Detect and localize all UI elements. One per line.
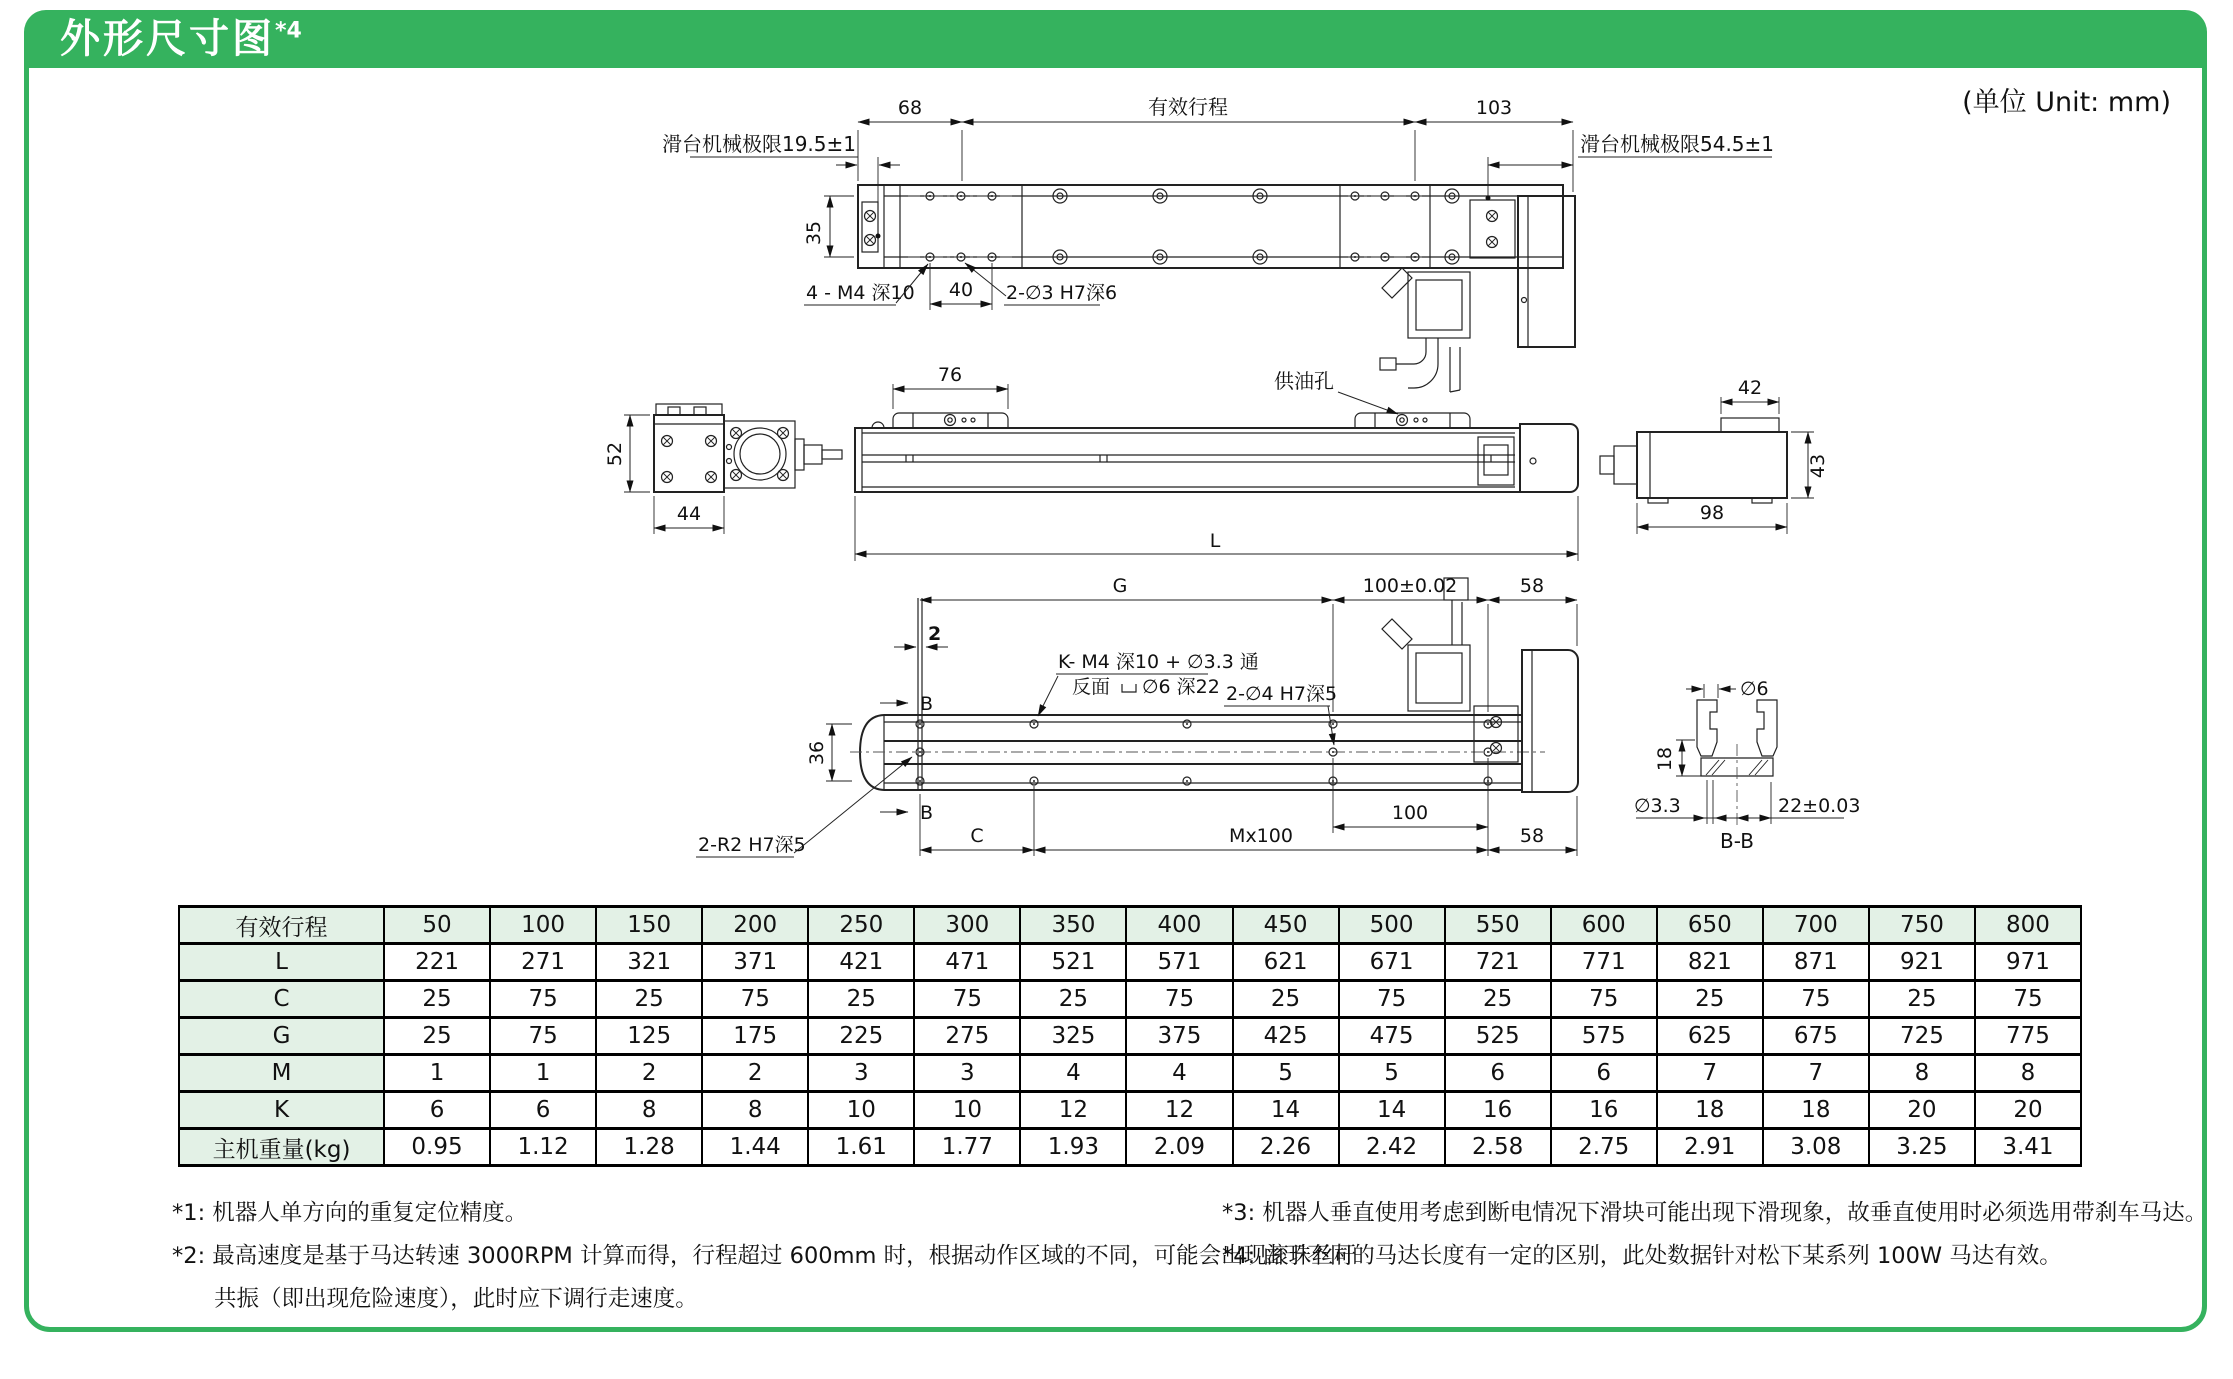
table-cell: 921 [1869,944,1975,981]
unit-note: (单位 Unit: mm) [1962,87,2171,118]
dim-42: 42 [1737,377,1763,399]
dim-58-top: 58 [1519,575,1545,597]
table-cell: 2.58 [1445,1129,1551,1166]
table-cell: 25 [808,981,914,1018]
dim-103: 103 [1475,97,1513,119]
note-k-line2b: ∅6 深22 [1142,676,1220,698]
dim-d6: ∅6 [1740,678,1769,700]
table-cell: 725 [1869,1018,1975,1055]
table-header-row [179,907,2081,944]
table-cell: 600 [1551,907,1657,944]
top-view-holes [926,189,1459,264]
table-cell: 150 [596,907,702,944]
table-cell: 425 [1233,1018,1339,1055]
note-pin4: 2-∅4 H7深5 [1226,683,1338,705]
table-cell: 271 [490,944,596,981]
table-cell: 321 [596,944,702,981]
table-cell: 575 [1551,1018,1657,1055]
table-cell: 1.61 [808,1129,914,1166]
top-view [662,95,1774,392]
table-row-C [179,981,2081,1018]
table-cell: 400 [1126,907,1232,944]
table-cell: 421 [808,944,914,981]
table-row-M [179,1055,2081,1092]
dim-44: 44 [676,503,702,525]
table-cell: 14 [1339,1092,1445,1129]
side-view-body [855,413,1578,492]
table-cell: 2.26 [1233,1129,1339,1166]
table-cell: 1.44 [702,1129,808,1166]
counterbore-icon [1122,684,1136,692]
table-cell: 75 [1126,981,1232,1018]
table-cell: 125 [596,1018,702,1055]
table-cell: 75 [1551,981,1657,1018]
table-cell: 700 [1763,907,1869,944]
table-cell: 7 [1763,1055,1869,1092]
limit-left-label: 滑台机械极限19.5±1 [661,132,856,156]
table-cell: 10 [808,1092,914,1129]
table-row-K [179,1092,2081,1129]
table-cell: 371 [702,944,808,981]
table-cell: 1.28 [596,1129,702,1166]
table-cell: 16 [1445,1092,1551,1129]
table-cell: 8 [1975,1055,2081,1092]
row-label-cell: M [179,1055,384,1092]
table-cell: 2.91 [1657,1129,1763,1166]
table-cell: 75 [914,981,1020,1018]
dim-100: 100 [1391,802,1429,824]
bottom-view-motor [1382,578,1578,792]
table-cell: 821 [1657,944,1763,981]
table-cell: 1.77 [914,1129,1020,1166]
table-cell: 300 [914,907,1020,944]
table-cell: 521 [1020,944,1126,981]
table-cell: 100 [490,907,596,944]
table-cell: 500 [1339,907,1445,944]
table-cell: 3 [914,1055,1020,1092]
dim-76: 76 [937,364,963,386]
table-cell: 2.75 [1551,1129,1657,1166]
page-title-footnote-ref: *4 [275,18,302,44]
table-cell: 721 [1445,944,1551,981]
table-cell: 650 [1657,907,1763,944]
row-label-cell: L [179,944,384,981]
table-cell: 25 [1657,981,1763,1018]
table-cell: 350 [1020,907,1126,944]
top-view-body [858,185,1563,268]
table-cell: 1 [384,1055,490,1092]
table-cell: 25 [1869,981,1975,1018]
table-cell: 75 [702,981,808,1018]
table-cell: 525 [1445,1018,1551,1055]
table-cell: 3 [808,1055,914,1092]
table-cell: 621 [1233,944,1339,981]
table-cell: 750 [1869,907,1975,944]
table-cell: 18 [1657,1092,1763,1129]
table-cell: 275 [914,1018,1020,1055]
table-cell: 4 [1126,1055,1232,1092]
table-cell: 0.95 [384,1129,490,1166]
table-cell: 375 [1126,1018,1232,1055]
table-cell: 12 [1126,1092,1232,1129]
row-label-cell: G [179,1018,384,1055]
dim-effective-stroke: 有效行程 [1148,95,1228,119]
table-cell: 25 [384,981,490,1018]
motor-side-view [1600,377,1829,534]
bottom-view [696,575,1578,857]
table-cell: 2.42 [1339,1129,1445,1166]
dim-C: C [970,825,984,847]
side-view [604,364,1829,561]
footnote-2-line2: 共振（即出现危险速度），此时应下调行走速度。 [214,1286,698,1312]
dim-L: L [1209,530,1221,552]
table-cell: 571 [1126,944,1232,981]
footnote-2-line1: *2: 最高速度是基于马达转速 3000RPM 计算而得，行程超过 600mm 时，根据动作区域的不同，可能会出现滚珠丝杆 [172,1243,1357,1269]
table-cell: 25 [596,981,702,1018]
table-cell: 225 [808,1018,914,1055]
section-mark-B-top: B [920,693,934,715]
table-row-G [179,1018,2081,1055]
table-cell: 175 [702,1018,808,1055]
table-cell: 871 [1763,944,1869,981]
table-cell: 450 [1233,907,1339,944]
note-k-line2a: 反面 [1072,676,1111,698]
table-cell: 25 [1233,981,1339,1018]
dim-40: 40 [948,279,974,301]
table-cell: 1 [490,1055,596,1092]
dim-100-tol: 100±0.02 [1362,575,1458,597]
table-cell: 16 [1551,1092,1657,1129]
table-cell: 12 [1020,1092,1126,1129]
table-cell: 2.09 [1126,1129,1232,1166]
page-title-text: 外形尺寸图 [60,16,275,62]
dim-G: G [1112,575,1128,597]
table-cell: 3.41 [1975,1129,2081,1166]
limit-right-label: 滑台机械极限54.5±1 [1580,132,1775,156]
table-cell: 3.25 [1869,1129,1975,1166]
table-cell: 2 [596,1055,702,1092]
table-cell: 75 [490,1018,596,1055]
row-label-cell: C [179,981,384,1018]
dim-68: 68 [897,97,923,119]
dim-52: 52 [604,441,626,467]
row-label-cell: K [179,1092,384,1129]
table-cell: 6 [490,1092,596,1129]
table-cell: 775 [1975,1018,2081,1055]
bottom-view-holes [916,720,1492,785]
top-view-dimensions [662,95,1774,310]
table-cell: 8 [1869,1055,1975,1092]
row-label-cell: 有效行程 [179,907,384,944]
note-m4: 4 - M4 深10 [806,282,915,304]
table-cell: 2 [702,1055,808,1092]
table-cell: 6 [1551,1055,1657,1092]
table-cell: 625 [1657,1018,1763,1055]
table-cell: 25 [1020,981,1126,1018]
footnote-1: *1: 机器人单方向的重复定位精度。 [172,1200,528,1226]
table-row-L [179,944,2081,981]
table-cell: 675 [1763,1018,1869,1055]
end-view-left [604,404,842,534]
section-mark-B-bottom: B [920,802,934,824]
table-cell: 1.93 [1020,1129,1126,1166]
table-cell: 25 [384,1018,490,1055]
dim-58-bottom: 58 [1519,825,1545,847]
table-cell: 3.08 [1763,1129,1869,1166]
table-cell: 75 [1339,981,1445,1018]
table-row-weight [179,1129,2081,1166]
table-cell: 221 [384,944,490,981]
dim-35: 35 [803,220,825,246]
table-cell: 25 [1445,981,1551,1018]
dim-18: 18 [1654,746,1676,772]
oil-port-label: 供油孔 [1274,369,1334,393]
note-r2: 2-R2 H7深5 [698,834,806,856]
table-cell: 75 [490,981,596,1018]
dim-d33: ∅3.3 [1634,795,1681,817]
table-cell: 20 [1975,1092,2081,1129]
dim-Mx100: Mx100 [1229,825,1293,847]
dim-98: 98 [1699,502,1725,524]
table-cell: 471 [914,944,1020,981]
table-cell: 20 [1869,1092,1975,1129]
note-pin3: 2-∅3 H7深6 [1006,282,1118,304]
table-cell: 10 [914,1092,1020,1129]
table-cell: 200 [702,907,808,944]
dim-2: 2 [928,623,942,645]
table-cell: 14 [1233,1092,1339,1129]
stroke-dimension-table [178,905,2082,1167]
table-cell: 75 [1763,981,1869,1018]
table-cell: 4 [1020,1055,1126,1092]
table-cell: 5 [1339,1055,1445,1092]
table-cell: 671 [1339,944,1445,981]
table-cell: 50 [384,907,490,944]
section-bb [1634,678,1860,853]
row-label-cell: 主机重量(kg) [179,1129,384,1166]
table-cell: 971 [1975,944,2081,981]
table-cell: 18 [1763,1092,1869,1129]
table-cell: 771 [1551,944,1657,981]
table-cell: 75 [1975,981,2081,1018]
note-k-line1: K- M4 深10 + ∅3.3 通 [1058,651,1259,673]
dim-22: 22±0.03 [1778,795,1861,817]
dim-36: 36 [806,740,828,766]
table-cell: 475 [1339,1018,1445,1055]
table-cell: 6 [384,1092,490,1129]
table-cell: 7 [1657,1055,1763,1092]
footnote-4: *4: 由于不同的马达长度有一定的区别，此处数据针对松下某系列 100W 马达有效。 [1222,1243,2062,1269]
dim-43: 43 [1807,453,1829,479]
table-cell: 5 [1233,1055,1339,1092]
table-cell: 1.12 [490,1129,596,1166]
table-cell: 550 [1445,907,1551,944]
table-cell: 250 [808,907,914,944]
table-cell: 8 [596,1092,702,1129]
table-cell: 325 [1020,1018,1126,1055]
table-cell: 8 [702,1092,808,1129]
table-cell: 6 [1445,1055,1551,1092]
section-title: B-B [1720,829,1754,853]
table-cell: 800 [1975,907,2081,944]
top-view-motor [1380,196,1575,392]
footnote-3: *3: 机器人垂直使用考虑到断电情况下滑块可能出现下滑现象，故垂直使用时必须选用带刹车马达。 [1222,1200,2208,1226]
